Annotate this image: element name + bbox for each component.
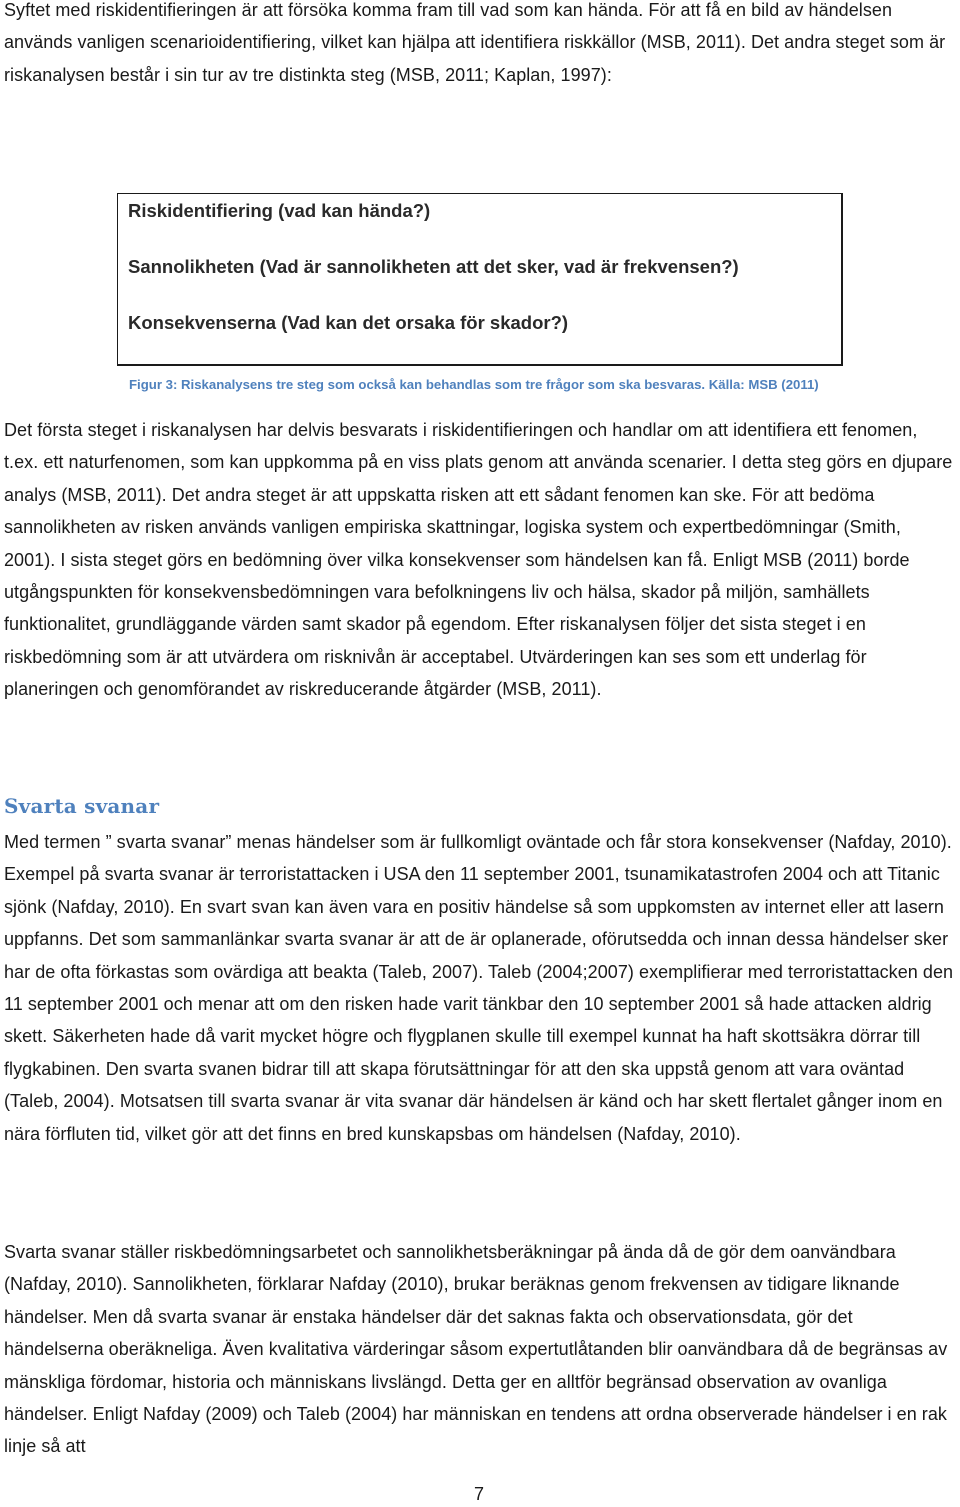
figure-step-1: Riskidentifiering (vad kan hända?) xyxy=(128,200,431,221)
paragraph-black-swans-probability: Svarta svanar ställer riskbedömningsarbetet och sannolikhetsberäkningar på ända då de gör dem oanvändbara (Nafday, 2010). Sannolikheten, förklarar Nafday (2010), brukar beräknas genom frekvensen av tidigare liknande händelser. Men då svarta svanar är enstaka händelser där det saknas fakta och observationsdata, gör det händelserna oberäkneliga. Även kvalitativa värderingar såsom expertutlåtanden blir oanvändbara då de begränsas av mänskliga fördomar, historia och människans livslängd. Detta ger en alltför begränsad observation av ovanliga händelser. Enligt Nafday (2009) och Taleb (2004) har människan en tendens att ordna observerade händelser i en rak linje så att xyxy=(4,1242,948,1457)
figure-step-2: Sannolikheten (Vad är sannolikheten att det sker, vad är frekvensen?) xyxy=(128,256,739,277)
paragraph-risk-analysis-steps: Det första steget i riskanalysen har delvis besvarats i riskidentifieringen och handlar om att identifiera ett fenomen, t.ex. ett naturfenomen, som kan uppkomma på en viss plats genom att använda scenarier. I detta steg görs en djupare analys (MSB, 2011). Det andra steget är att uppskatta risken att ett sådant fenomen kan ske. För att bedöma sannolikheten av risken används vanligen empiriska skattningar, logiska system och expertbedömningar (Smith, 2001). I sista steget görs en bedömning över vilka konsekvenser som händelsen kan få. Enligt MSB (2011) borde utgångspunkten för konsekvensbedömningen vara befolkningens liv och hälsa, skador på miljön, samhällets funktionalitet, grundläggande värden samt skador på egendom. Efter riskanalysen följer det sista steget i en riskbedömning som är att utvärdera om risknivån är acceptabel. Utvärderingen kan ses som ett underlag för planeringen och genomförandet av riskreducerande åtgärder (MSB, 2011). xyxy=(4,420,953,700)
paragraph-black-swans-definition: Med termen ” svarta svanar” menas händelser som är fullkomligt oväntade och får stora konsekvenser (Nafday, 2010). Exempel på svarta svanar är terroristattacken i USA den 11 september 2001, tsunamikatastrofen 2004 och att Titanic sjönk (Nafday, 2010). En svart svan kan även vara en positiv händelse så som uppkomsten av internet eller att lasern uppfanns. Det som sammanlänkar svarta svanar är att de är oplanerade, oförutsedda och innan dessa händelser sker har de ofta förkastas som ovärdiga att beakta (Taleb, 2007). Taleb (2004;2007) exemplifierar med terroristattacken den 11 september 2001 och menar att om den risken hade varit tänkbar den 10 september 2001 så hade attacken aldrig skett. Säkerheten hade då varit mycket högre och flygplanen skulle till exempel kunnat ha haft skottsäkra dörrar till flygkabinen. Den svarta svanen bidrar till att skapa förutsättningar för att den ska uppstå genom att vara oväntad (Taleb, 2004). Motsatsen till svarta svanar är vita svanar där händelsen är känd och har skett flertalet gånger inom en nära förfluten tid, vilket gör att det finns en bred kunskapsbas om händelsen (Nafday, 2010). xyxy=(4,832,954,1144)
section-heading-black-swans: Svarta svanar xyxy=(4,794,160,818)
page-number: 7 xyxy=(474,1484,485,1504)
figure-caption: Figur 3: Riskanalysens tre steg som också kan behandlas som tre frågor som ska besvaras. Källa: MSB (2011) xyxy=(129,377,819,392)
paragraph-risk-identification: Syftet med riskidentifieringen är att försöka komma fram till vad som kan hända. För att få en bild av händelsen används vanligen scenarioidentifiering, vilket kan hjälpa att identifiera riskkällor (MSB, 2011). Det andra steget som är riskanalysen består i sin tur av tre distinkta steg (MSB, 2011; Kaplan, 1997): xyxy=(4,0,946,85)
risk-analysis-steps-figure xyxy=(117,193,843,366)
figure-step-3: Konsekvenserna (Vad kan det orsaka för skador?) xyxy=(128,312,569,333)
